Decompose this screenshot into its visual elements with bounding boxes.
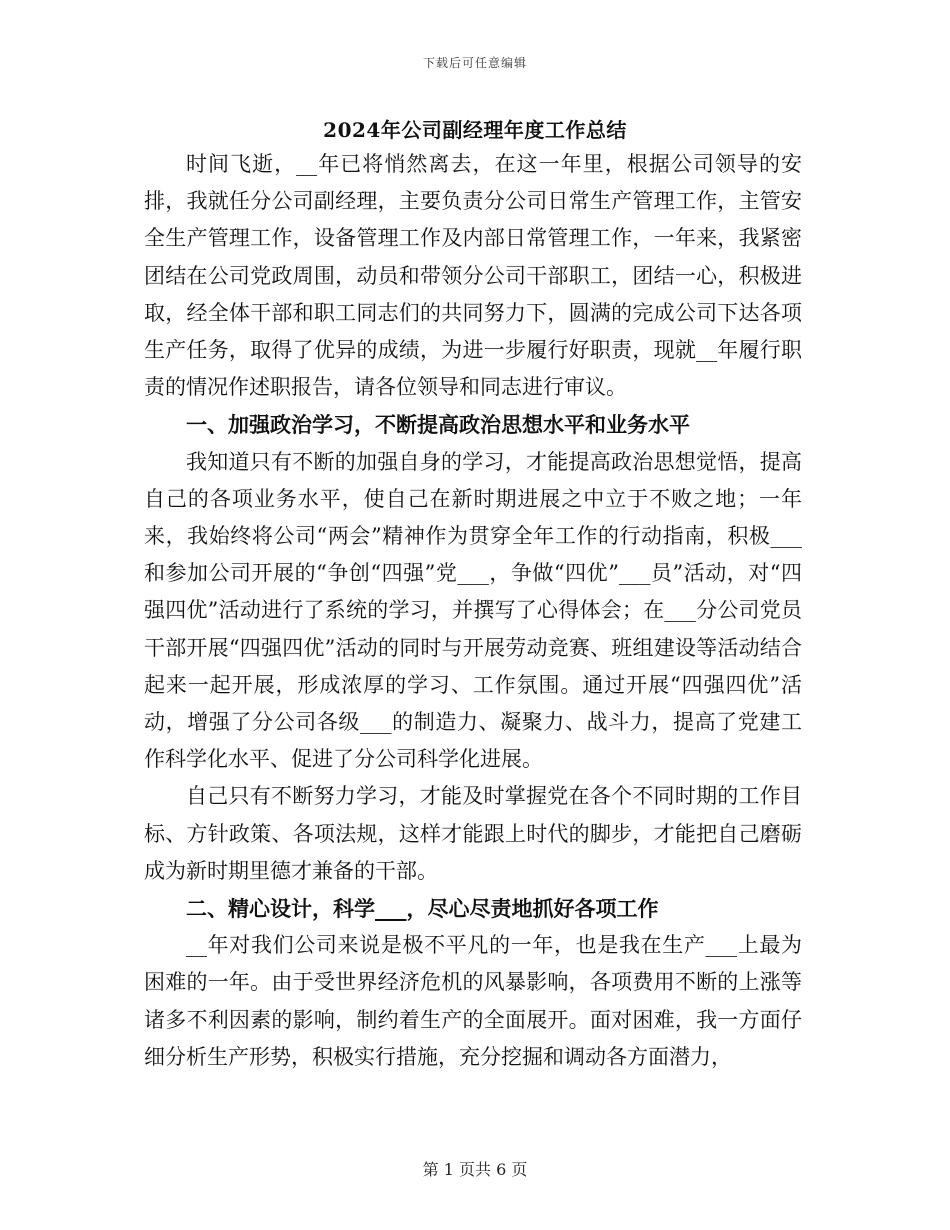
page-footer xyxy=(0,1157,950,1180)
page-number-label: 第 1 页共 6 页 xyxy=(422,1160,528,1179)
section-heading-2: 二、精心设计，科学___，尽心尽责地抓好各项工作 xyxy=(186,896,659,922)
paragraph-year-review: __年对我们公司来说是极不平凡的一年，也是我在生产___上最为困难的一年。由于受世界经济危机的风暴影响，各项费用不断的上涨等诸多不利因素的影响，制约着生产的全面展开。面对困难，我一方面仔细分析生产形势，积极实行措施，充分挖掘和调动各方面潜力， xyxy=(144,933,802,1069)
section-heading-1: 一、加强政治学习，不断提高政治思想水平和业务水平 xyxy=(186,412,690,438)
header-note: 下载后可任意编辑 xyxy=(422,56,527,70)
document-title: 2024年公司副经理年度工作总结 xyxy=(323,118,627,142)
paragraph-intro: 时间飞逝，__年已将悄然离去，在这一年里，根据公司领导的安排，我就任分公司副经理，主要负责分公司日常生产管理工作，主管安全生产管理工作，设备管理工作及内部日常管理工作，一年来，我紧密团结在公司党政周围，动员和带领分公司干部职工，团结一心，积极进取，经全体干部和职工同志们的共同努力下，圆满的完成公司下达各项生产任务，取得了优异的成绩，为进一步履行好职责，现就__年履行职责的情况作述职报告，请各位领导和同志进行审议。 xyxy=(144,152,802,400)
document-body xyxy=(144,146,802,1076)
paragraph-study: 我知道只有不断的加强自身的学习，才能提高政治思想觉悟，提高自己的各项业务水平，使自己在新时期进展之中立于不败之地；一年来，我始终将公司“两会”精神作为贯穿全年工作的行动指南，积极___和参加公司开展的“争创“四强”党___，争做“四优”___员”活动，对“四强四优”活动进行了系统的学习，并撰写了心得体会；在___分公司党员干部开展“四强四优”活动的同时与开展劳动竞赛、班组建设等活动结合起来一起开展，形成浓厚的学习、工作氛围。通过开展“四强四优”活动，增强了分公司各级___的制造力、凝聚力、战斗力，提高了党建工作科学化水平、促进了分公司科学化进展。 xyxy=(144,449,802,772)
paragraph-self-learning: 自己只有不断努力学习，才能及时掌握党在各个不同时期的工作目标、方针政策、各项法规，这样才能跟上时代的脚步，才能把自己磨砺成为新时期里德才兼备的干部。 xyxy=(144,784,802,883)
